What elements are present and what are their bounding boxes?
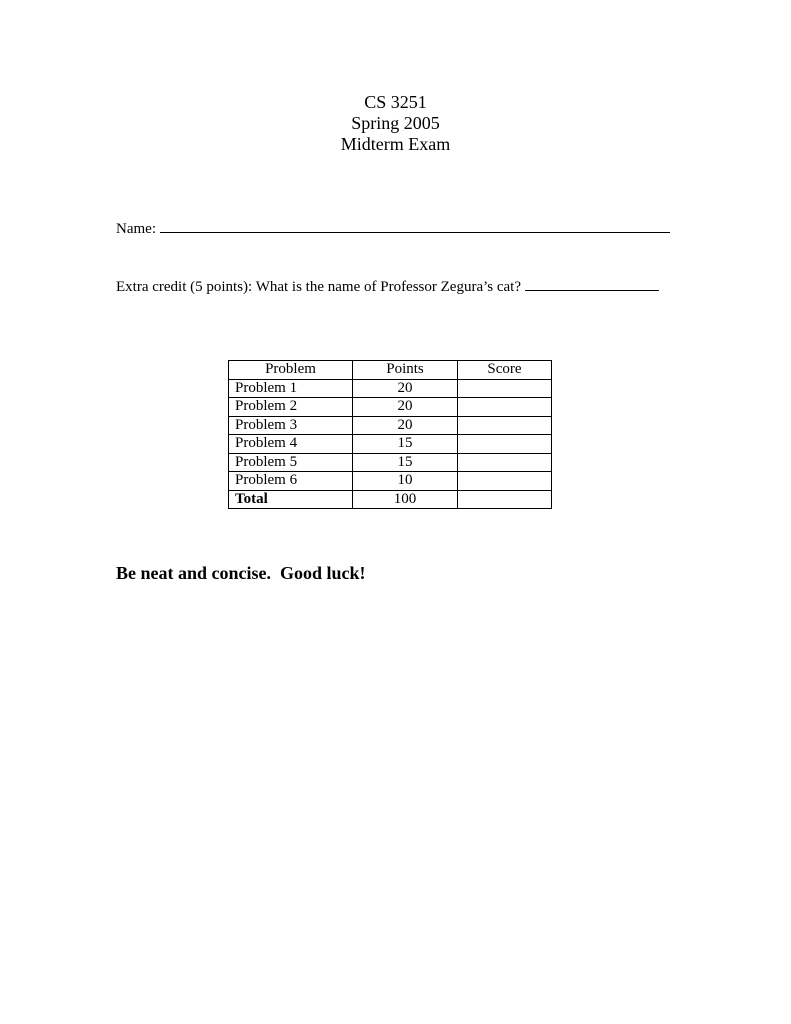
total-score-cell[interactable] (458, 490, 552, 509)
score-cell[interactable] (458, 472, 552, 491)
problem-cell: Problem 2 (229, 398, 353, 417)
table-row (229, 416, 552, 435)
term: Spring 2005 (351, 113, 440, 133)
header-points: Points (353, 361, 458, 380)
table-header-row (229, 361, 552, 380)
extra-credit-text: Extra credit (5 points): What is the name of Professor Zegura’s cat? (116, 279, 522, 295)
exam-title: Midterm Exam (340, 134, 451, 154)
table-row (229, 435, 552, 454)
table-row (229, 379, 552, 398)
table-row (229, 472, 552, 491)
problem-cell: Problem 4 (229, 435, 353, 454)
problem-cell: Problem 3 (229, 416, 353, 435)
table-row (229, 398, 552, 417)
points-cell: 20 (353, 416, 458, 435)
course-number: CS 3251 (364, 92, 427, 112)
total-points: 100 (353, 490, 458, 509)
points-cell: 10 (353, 472, 458, 491)
total-label: Total (229, 490, 353, 509)
points-cell: 15 (353, 453, 458, 472)
score-cell[interactable] (458, 379, 552, 398)
score-cell[interactable] (458, 398, 552, 417)
points-cell: 15 (353, 435, 458, 454)
score-cell[interactable] (458, 435, 552, 454)
score-cell[interactable] (458, 453, 552, 472)
header-score: Score (458, 361, 552, 380)
points-cell: 20 (353, 379, 458, 398)
exam-title-block (0, 92, 791, 155)
closing-instruction: Be neat and concise. Good luck! (116, 563, 366, 583)
extra-credit-question (116, 275, 659, 297)
points-cell: 20 (353, 398, 458, 417)
score-cell[interactable] (458, 416, 552, 435)
name-field (116, 217, 670, 239)
score-table (228, 360, 552, 509)
problem-cell: Problem 1 (229, 379, 353, 398)
name-label: Name: (116, 221, 156, 237)
name-blank-line[interactable] (160, 217, 670, 233)
problem-cell: Problem 6 (229, 472, 353, 491)
header-problem: Problem (229, 361, 353, 380)
table-row (229, 453, 552, 472)
total-row (229, 490, 552, 509)
problem-cell: Problem 5 (229, 453, 353, 472)
extra-credit-answer-line[interactable] (525, 275, 659, 291)
